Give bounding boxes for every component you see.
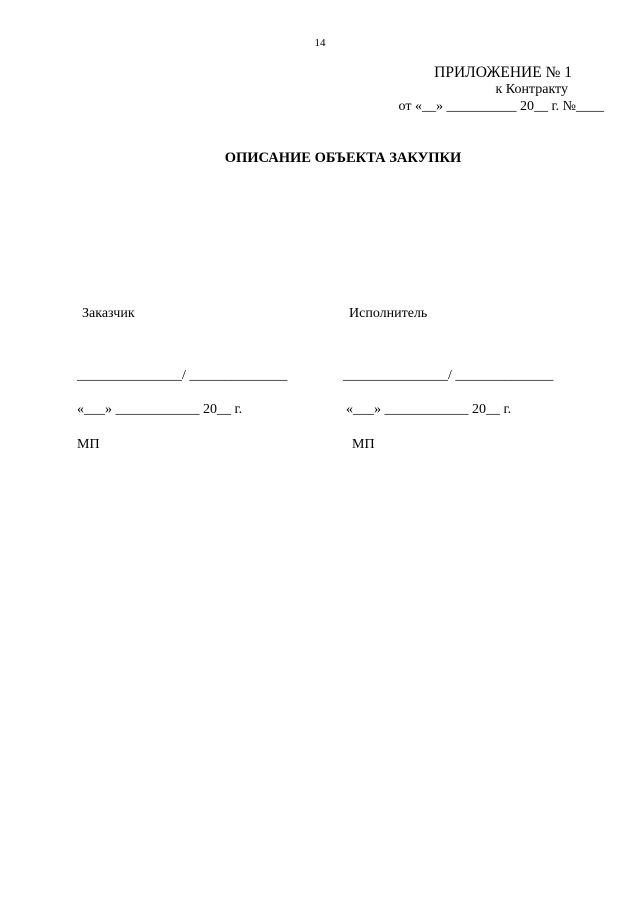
document-title: ОПИСАНИЕ ОБЪЕКТА ЗАКУПКИ bbox=[224, 150, 462, 166]
customer-stamp: МП bbox=[77, 437, 100, 452]
appendix-date-number: от «__» __________ 20__ г. №____ bbox=[398, 99, 604, 114]
customer-signature-line: _______________/ ______________ bbox=[77, 368, 288, 383]
contractor-signature-line: _______________/ ______________ bbox=[343, 368, 554, 383]
contractor-date-line: «___» ____________ 20__ г. bbox=[346, 402, 512, 417]
appendix-title: ПРИЛОЖЕНИЕ № 1 bbox=[434, 64, 572, 81]
page-number: 14 bbox=[314, 37, 326, 49]
customer-date-line: «___» ____________ 20__ г. bbox=[77, 402, 243, 417]
appendix-contract-reference: к Контракту bbox=[495, 82, 568, 97]
appendix-header bbox=[398, 64, 604, 116]
contractor-stamp: МП bbox=[352, 437, 375, 452]
customer-label: Заказчик bbox=[82, 306, 135, 321]
contractor-label: Исполнитель bbox=[349, 306, 428, 321]
